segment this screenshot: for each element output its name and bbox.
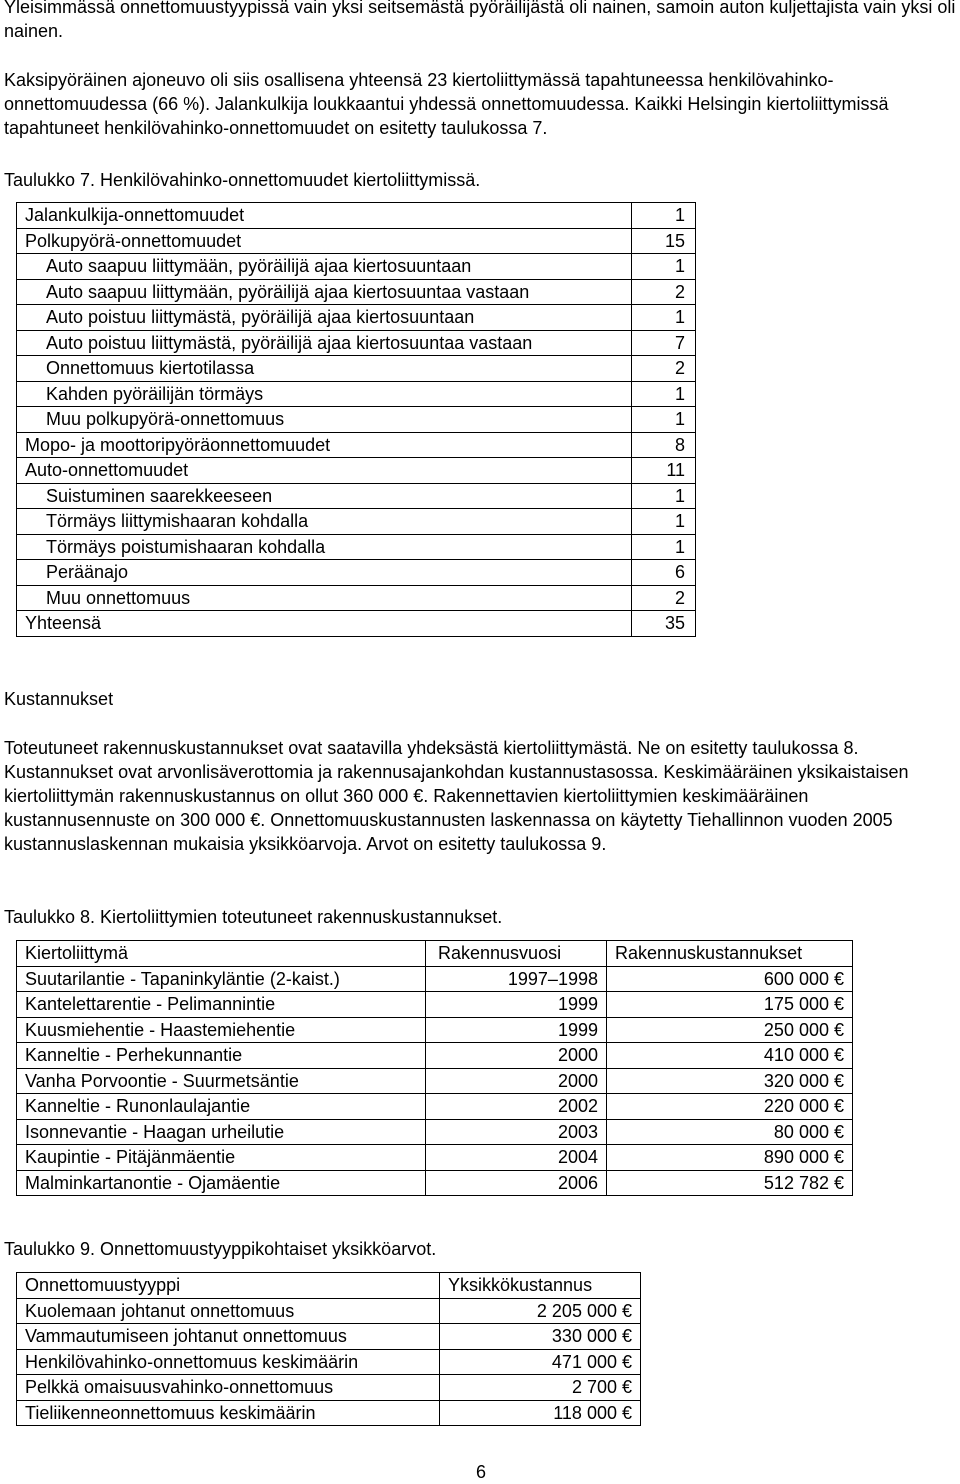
row-value: 1 xyxy=(632,254,696,280)
table-row xyxy=(17,1324,641,1350)
table-cell: Kantelettarentie - Pelimannintie xyxy=(17,992,426,1018)
table-cell: 2006 xyxy=(426,1170,607,1196)
table-cell: Suutarilantie - Tapaninkyläntie (2-kaist.) xyxy=(17,966,426,992)
table-row xyxy=(17,1298,641,1324)
intro-paragraph-1: Yleisimmässä onnettomuustyypissä vain yksi seitsemästä pyöräilijästä oli nainen, samoin auton kuljettajista vain yksi oli nainen. xyxy=(4,0,956,41)
table-row xyxy=(17,305,696,331)
table-cell: 250 000 € xyxy=(607,1017,853,1043)
row-value: 6 xyxy=(632,560,696,586)
row-value: 1 xyxy=(632,203,696,229)
table-cell: 1999 xyxy=(426,1017,607,1043)
row-label: Auto-onnettomuudet xyxy=(17,458,632,484)
table-cell: 2003 xyxy=(426,1119,607,1145)
column-header: Rakennuskustannukset xyxy=(607,941,853,967)
table-cell: Tieliikenneonnettomuus keskimäärin xyxy=(17,1400,440,1426)
table-row xyxy=(17,432,696,458)
section-heading-costs: Kustannukset xyxy=(4,689,114,709)
table-header-row xyxy=(17,941,853,967)
row-label: Auto poistuu liittymästä, pyöräilijä ajaa kiertosuuntaan xyxy=(17,305,632,331)
table-row xyxy=(17,228,696,254)
row-value: 1 xyxy=(632,381,696,407)
table-row xyxy=(17,1043,853,1069)
table-row xyxy=(17,534,696,560)
table-cell: 2 205 000 € xyxy=(440,1298,641,1324)
row-label: Yhteensä xyxy=(17,611,632,637)
table-row xyxy=(17,1400,641,1426)
table-cell: 118 000 € xyxy=(440,1400,641,1426)
table-row xyxy=(17,381,696,407)
row-value: 11 xyxy=(632,458,696,484)
row-label: Auto poistuu liittymästä, pyöräilijä ajaa kiertosuuntaa vastaan xyxy=(17,330,632,356)
table-cell: 80 000 € xyxy=(607,1119,853,1145)
table-cell: Kanneltie - Perhekunnantie xyxy=(17,1043,426,1069)
table9-caption: Taulukko 9. Onnettomuustyyppikohtaiset yksikköarvot. xyxy=(4,1239,437,1259)
table-row xyxy=(17,509,696,535)
table8-caption: Taulukko 8. Kiertoliittymien toteutuneet rakennuskustannukset. xyxy=(4,907,503,927)
row-value: 15 xyxy=(632,228,696,254)
row-label: Suistuminen saarekkeeseen xyxy=(17,483,632,509)
row-value: 2 xyxy=(632,585,696,611)
table-row xyxy=(17,254,696,280)
table-row xyxy=(17,1375,641,1401)
table-row xyxy=(17,560,696,586)
table-9-unit-costs xyxy=(16,1272,641,1426)
table-cell: Pelkkä omaisuusvahinko-onnettomuus xyxy=(17,1375,440,1401)
row-value: 1 xyxy=(632,483,696,509)
table-row xyxy=(17,1119,853,1145)
table-cell: 600 000 € xyxy=(607,966,853,992)
row-label: Törmäys poistumishaaran kohdalla xyxy=(17,534,632,560)
row-label: Polkupyörä-onnettomuudet xyxy=(17,228,632,254)
table7-caption: Taulukko 7. Henkilövahinko-onnettomuudet kiertoliittymissä. xyxy=(4,170,481,190)
column-header: Kiertoliittymä xyxy=(17,941,426,967)
table-7-accidents xyxy=(16,202,696,637)
row-value: 7 xyxy=(632,330,696,356)
table-cell: 471 000 € xyxy=(440,1349,641,1375)
table-row xyxy=(17,203,696,229)
column-header: Rakennusvuosi xyxy=(426,941,607,967)
table-row xyxy=(17,1017,853,1043)
row-value: 1 xyxy=(632,407,696,433)
page-number: 6 xyxy=(476,1462,487,1482)
row-value: 1 xyxy=(632,534,696,560)
row-value: 2 xyxy=(632,279,696,305)
table-cell: 410 000 € xyxy=(607,1043,853,1069)
table-cell: 512 782 € xyxy=(607,1170,853,1196)
table-cell: 2000 xyxy=(426,1068,607,1094)
table-row xyxy=(17,966,853,992)
row-label: Muu polkupyörä-onnettomuus xyxy=(17,407,632,433)
intro-paragraph-2: Kaksipyöräinen ajoneuvo oli siis osallisena yhteensä 23 kiertoliittymässä tapahtuneessa henkilövahinko-onnettomuudessa (66 %). Jalankulkija loukkaantui yhdessä onnettomuudessa. Kaikki Helsingin kiertoliittymissä tapahtuneet henkilövahinko-onnettomuudet on esitetty taulukossa 7. xyxy=(4,70,889,138)
table-cell: Isonnevantie - Haagan urheilutie xyxy=(17,1119,426,1145)
table-cell: Kuolemaan johtanut onnettomuus xyxy=(17,1298,440,1324)
table-row xyxy=(17,611,696,637)
table-row xyxy=(17,483,696,509)
row-label: Törmäys liittymishaaran kohdalla xyxy=(17,509,632,535)
row-value: 1 xyxy=(632,509,696,535)
table-row xyxy=(17,330,696,356)
column-header: Yksikkökustannus xyxy=(440,1273,641,1299)
table-cell: Vanha Porvoontie - Suurmetsäntie xyxy=(17,1068,426,1094)
table-cell: 2000 xyxy=(426,1043,607,1069)
table-8-construction-costs xyxy=(16,940,853,1196)
table-row xyxy=(17,1068,853,1094)
row-label: Muu onnettomuus xyxy=(17,585,632,611)
row-label: Peräänajo xyxy=(17,560,632,586)
table-cell: 1997–1998 xyxy=(426,966,607,992)
costs-paragraph: Toteutuneet rakennuskustannukset ovat saatavilla yhdeksästä kiertoliittymästä. Ne on esitetty taulukossa 8. Kustannukset ovat arvonlisäverottomia ja rakennusajankohdan kustannustasossa. Keskimääräinen yksikaistaisen kiertoliittymän rakennuskustannus on ollut 360 000 €. Rakennettavien kiertoliittymien keskimääräinen kustannusennuste on 300 000 €. Onnettomuuskustannusten laskennassa on käytetty Tiehallinnon vuoden 2005 kustannuslaskennan mukaisia yksikköarvoja. Arvot on esitetty taulukossa 9. xyxy=(4,738,909,854)
row-label: Auto saapuu liittymään, pyöräilijä ajaa kiertosuuntaan xyxy=(17,254,632,280)
table-row xyxy=(17,1170,853,1196)
table-cell: Kanneltie - Runonlaulajantie xyxy=(17,1094,426,1120)
table-cell: 1999 xyxy=(426,992,607,1018)
table-cell: 320 000 € xyxy=(607,1068,853,1094)
row-value: 2 xyxy=(632,356,696,382)
table-cell: 175 000 € xyxy=(607,992,853,1018)
row-value: 35 xyxy=(632,611,696,637)
table-cell: Vammautumiseen johtanut onnettomuus xyxy=(17,1324,440,1350)
table-cell: Malminkartanontie - Ojamäentie xyxy=(17,1170,426,1196)
table-cell: Kuusmiehentie - Haastemiehentie xyxy=(17,1017,426,1043)
table-cell: 2002 xyxy=(426,1094,607,1120)
column-header: Onnettomuustyyppi xyxy=(17,1273,440,1299)
table-header-row xyxy=(17,1273,641,1299)
row-label: Jalankulkija-onnettomuudet xyxy=(17,203,632,229)
table-row xyxy=(17,1349,641,1375)
table-cell: 220 000 € xyxy=(607,1094,853,1120)
row-label: Onnettomuus kiertotilassa xyxy=(17,356,632,382)
table-row xyxy=(17,1094,853,1120)
table-row xyxy=(17,407,696,433)
row-label: Auto saapuu liittymään, pyöräilijä ajaa kiertosuuntaa vastaan xyxy=(17,279,632,305)
row-label: Mopo- ja moottoripyöräonnettomuudet xyxy=(17,432,632,458)
table-cell: 2004 xyxy=(426,1145,607,1171)
table-row xyxy=(17,992,853,1018)
table-cell: Kaupintie - Pitäjänmäentie xyxy=(17,1145,426,1171)
table-row xyxy=(17,356,696,382)
row-value: 1 xyxy=(632,305,696,331)
table-row xyxy=(17,585,696,611)
table-row xyxy=(17,1145,853,1171)
row-label: Kahden pyöräilijän törmäys xyxy=(17,381,632,407)
table-cell: 330 000 € xyxy=(440,1324,641,1350)
table-row xyxy=(17,279,696,305)
table-cell: 890 000 € xyxy=(607,1145,853,1171)
table-cell: Henkilövahinko-onnettomuus keskimäärin xyxy=(17,1349,440,1375)
row-value: 8 xyxy=(632,432,696,458)
table-cell: 2 700 € xyxy=(440,1375,641,1401)
table-row xyxy=(17,458,696,484)
